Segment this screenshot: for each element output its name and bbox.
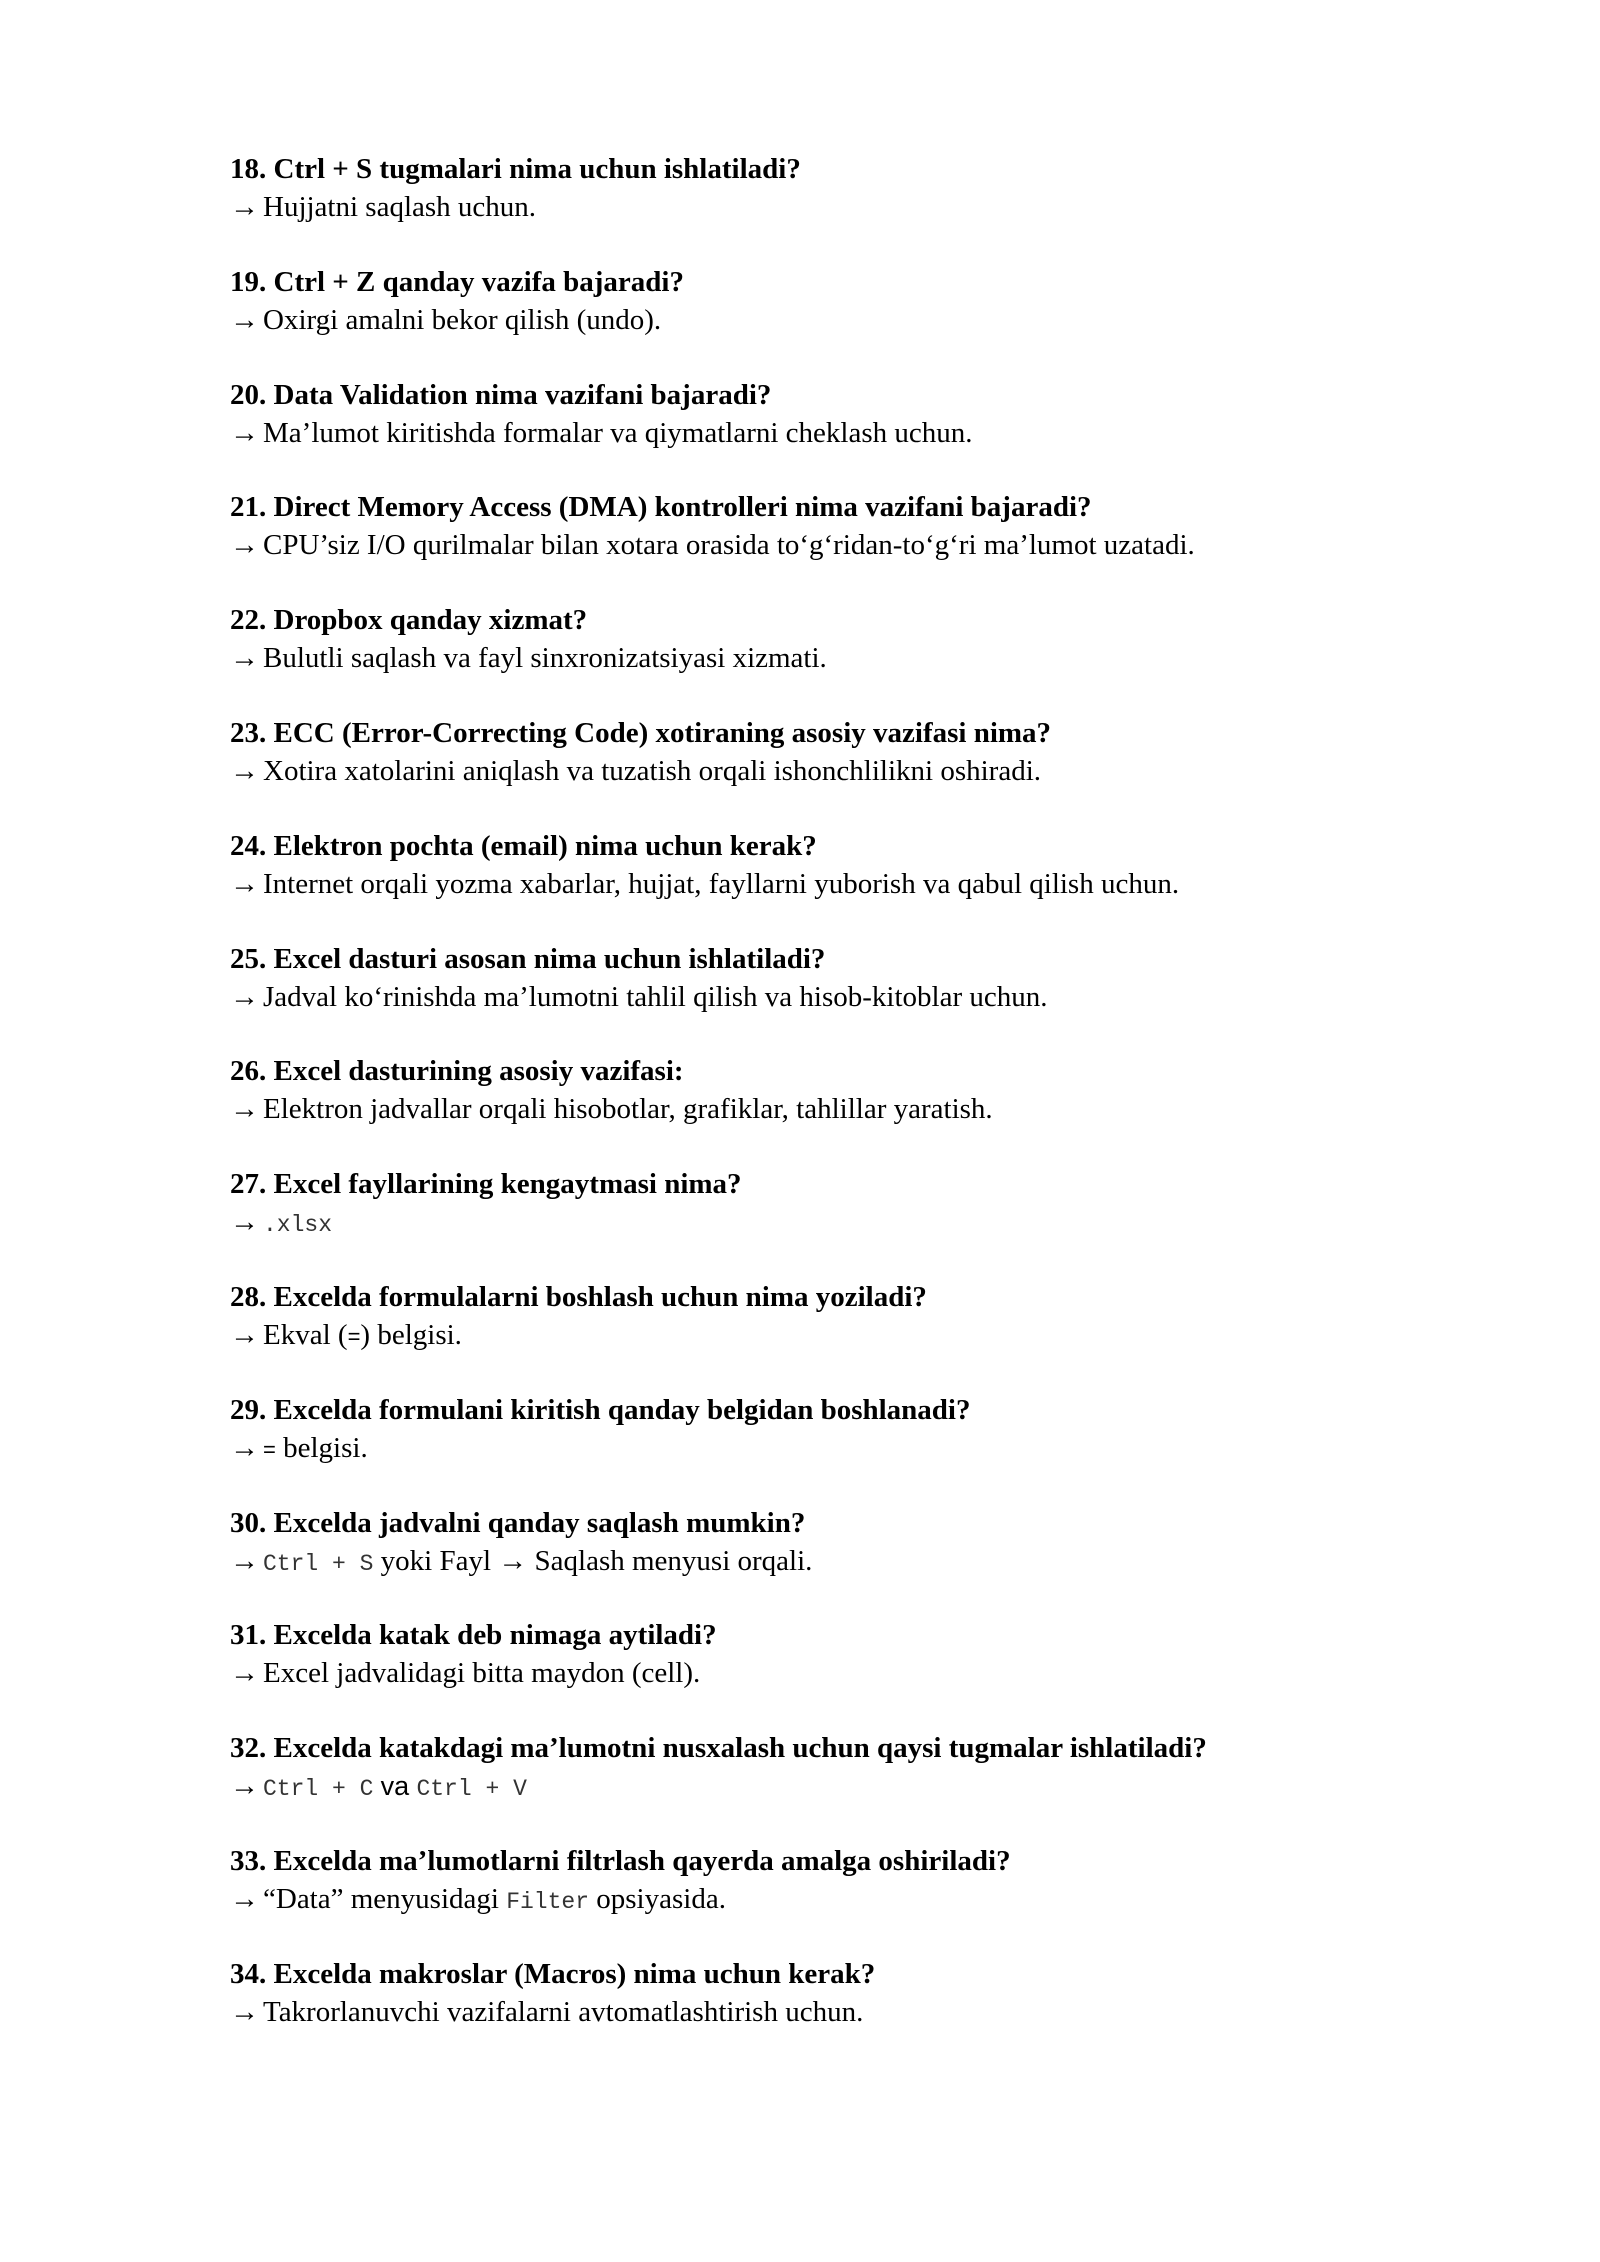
question: 34. Excelda makroslar (Macros) nima uchun kerak? (230, 1957, 876, 1990)
arrow-icon: → (230, 1770, 259, 1803)
answer-text: Jadval ko‘rinishda ma’lumotni tahlil qilish va hisob-kitoblar uchun. (263, 980, 1048, 1013)
question: 26. Excel dasturining asosiy vazifasi: (230, 1055, 684, 1088)
qa-item-34 (230, 1955, 1410, 2068)
question: 27. Excel fayllarining kengaytmasi nima? (230, 1168, 742, 1201)
answer (230, 1090, 1410, 1128)
qa-item-33 (230, 1842, 1410, 1955)
answer (230, 1203, 1410, 1244)
qa-item-32 (230, 1729, 1410, 1842)
answer (230, 301, 1410, 339)
answer (230, 865, 1410, 903)
qa-item-26 (230, 1052, 1410, 1165)
question: 24. Elektron pochta (email) nima uchun kerak? (230, 829, 817, 862)
arrow-icon: → (230, 529, 259, 562)
answer (230, 1767, 1410, 1808)
code-snippet: Ctrl + S (263, 1550, 374, 1577)
code-snippet: = (263, 1436, 276, 1462)
qa-item-20 (230, 376, 1410, 489)
answer (230, 188, 1410, 226)
qa-item-23 (230, 714, 1410, 827)
qa-item-30 (230, 1504, 1410, 1617)
answer (230, 752, 1410, 790)
answer-text: Bulutli saqlash va fayl sinxronizatsiyasi xizmati. (263, 642, 827, 675)
code-snippet: = (347, 1323, 361, 1349)
qa-list (230, 150, 1410, 2068)
question: 18. Ctrl + S tugmalari nima uchun ishlatiladi? (230, 153, 801, 185)
answer-text-post: yoki Fayl → Saqlash menyusi orqali. (373, 1544, 813, 1577)
answer-text-pre: Ekval ( (263, 1318, 348, 1351)
arrow-icon: → (230, 1544, 259, 1577)
question: 32. Excelda katakdagi ma’lumotni nusxalash uchun qaysi tugmalar ishlatiladi? (230, 1732, 1207, 1765)
answer-text: Internet orqali yozma xabarlar, hujjat, fayllarni yuborish va qabul qilish uchun. (263, 867, 1180, 900)
qa-item-18 (230, 150, 1410, 263)
answer (230, 1429, 1410, 1469)
qa-item-21 (230, 488, 1410, 601)
answer (230, 1880, 1410, 1921)
qa-item-29 (230, 1391, 1410, 1504)
qa-item-28 (230, 1278, 1410, 1391)
arrow-icon: → (230, 867, 259, 900)
qa-item-22 (230, 601, 1410, 714)
qa-item-27 (230, 1165, 1410, 1278)
answer-text-pre: “Data” menyusidagi (263, 1882, 507, 1915)
answer (230, 639, 1410, 677)
question: 28. Excelda formulalarni boshlash uchun nima yoziladi? (230, 1280, 927, 1313)
question: 30. Excelda jadvalni qanday saqlash mumkin? (230, 1506, 806, 1539)
answer-text: Takrorlanuvchi vazifalarni avtomatlashtirish uchun. (263, 1995, 864, 2028)
arrow-icon: → (230, 1318, 259, 1351)
question: 23. ECC (Error-Correcting Code) xotiraning asosiy vazifasi nima? (230, 716, 1052, 749)
arrow-icon: → (230, 416, 259, 449)
answer-text: Hujjatni saqlash uchun. (263, 191, 537, 223)
question: 31. Excelda katak deb nimaga aytiladi? (230, 1619, 717, 1652)
answer-text: Ma’lumot kiritishda formalar va qiymatlarni cheklash uchun. (263, 416, 973, 449)
qa-item-31 (230, 1616, 1410, 1729)
arrow-icon: → (230, 303, 259, 336)
answer-text: Excel jadvalidagi bitta maydon (cell). (263, 1657, 701, 1690)
arrow-icon: → (230, 191, 259, 223)
arrow-icon: → (230, 1206, 259, 1239)
answer (230, 1654, 1410, 1692)
arrow-icon: → (230, 1882, 259, 1915)
arrow-icon: → (230, 754, 259, 787)
answer (230, 1993, 1410, 2031)
question: 25. Excel dasturi asosan nima uchun ishlatiladi? (230, 942, 826, 975)
code-snippet-2: Ctrl + V (416, 1776, 527, 1803)
answer (230, 978, 1410, 1016)
answer-text-post: belgisi. (275, 1431, 368, 1464)
answer-text-post: opsiyasida. (589, 1882, 726, 1915)
question: 29. Excelda formulani kiritish qanday belgidan boshlanadi? (230, 1393, 971, 1426)
arrow-icon: → (230, 1995, 259, 2028)
arrow-icon: → (230, 980, 259, 1013)
answer-connector: va (380, 1771, 410, 1802)
question: 20. Data Validation nima vazifani bajaradi? (230, 378, 772, 411)
arrow-icon: → (230, 1657, 259, 1690)
question: 33. Excelda ma’lumotlarni filtrlash qayerda amalga oshiriladi? (230, 1844, 1011, 1877)
code-snippet: Filter (506, 1888, 590, 1915)
qa-item-24 (230, 827, 1410, 940)
arrow-icon: → (230, 642, 259, 675)
answer-text-post: ) belgisi. (360, 1318, 462, 1351)
answer-text: Elektron jadvallar orqali hisobotlar, grafiklar, tahlillar yaratish. (263, 1093, 993, 1126)
arrow-icon: → (230, 1093, 259, 1126)
code-snippet: .xlsx (263, 1212, 333, 1239)
answer (230, 1316, 1410, 1356)
question: 22. Dropbox qanday xizmat? (230, 604, 588, 637)
answer-text: Xotira xatolarini aniqlash va tuzatish orqali ishonchlilikni oshiradi. (263, 754, 1042, 787)
question: 19. Ctrl + Z qanday vazifa bajaradi? (230, 265, 684, 298)
answer (230, 526, 1410, 564)
qa-item-25 (230, 940, 1410, 1053)
answer-text: CPU’siz I/O qurilmalar bilan xotara orasida to‘g‘ridan-to‘g‘ri ma’lumot uzatadi. (263, 529, 1195, 562)
answer (230, 414, 1410, 452)
question: 21. Direct Memory Access (DMA) kontrolleri nima vazifani bajaradi? (230, 491, 1092, 524)
arrow-icon: → (230, 1431, 259, 1464)
code-snippet: Ctrl + C (263, 1776, 374, 1803)
answer-text: Oxirgi amalni bekor qilish (undo). (263, 303, 662, 336)
qa-item-19 (230, 263, 1410, 376)
answer (230, 1542, 1410, 1583)
